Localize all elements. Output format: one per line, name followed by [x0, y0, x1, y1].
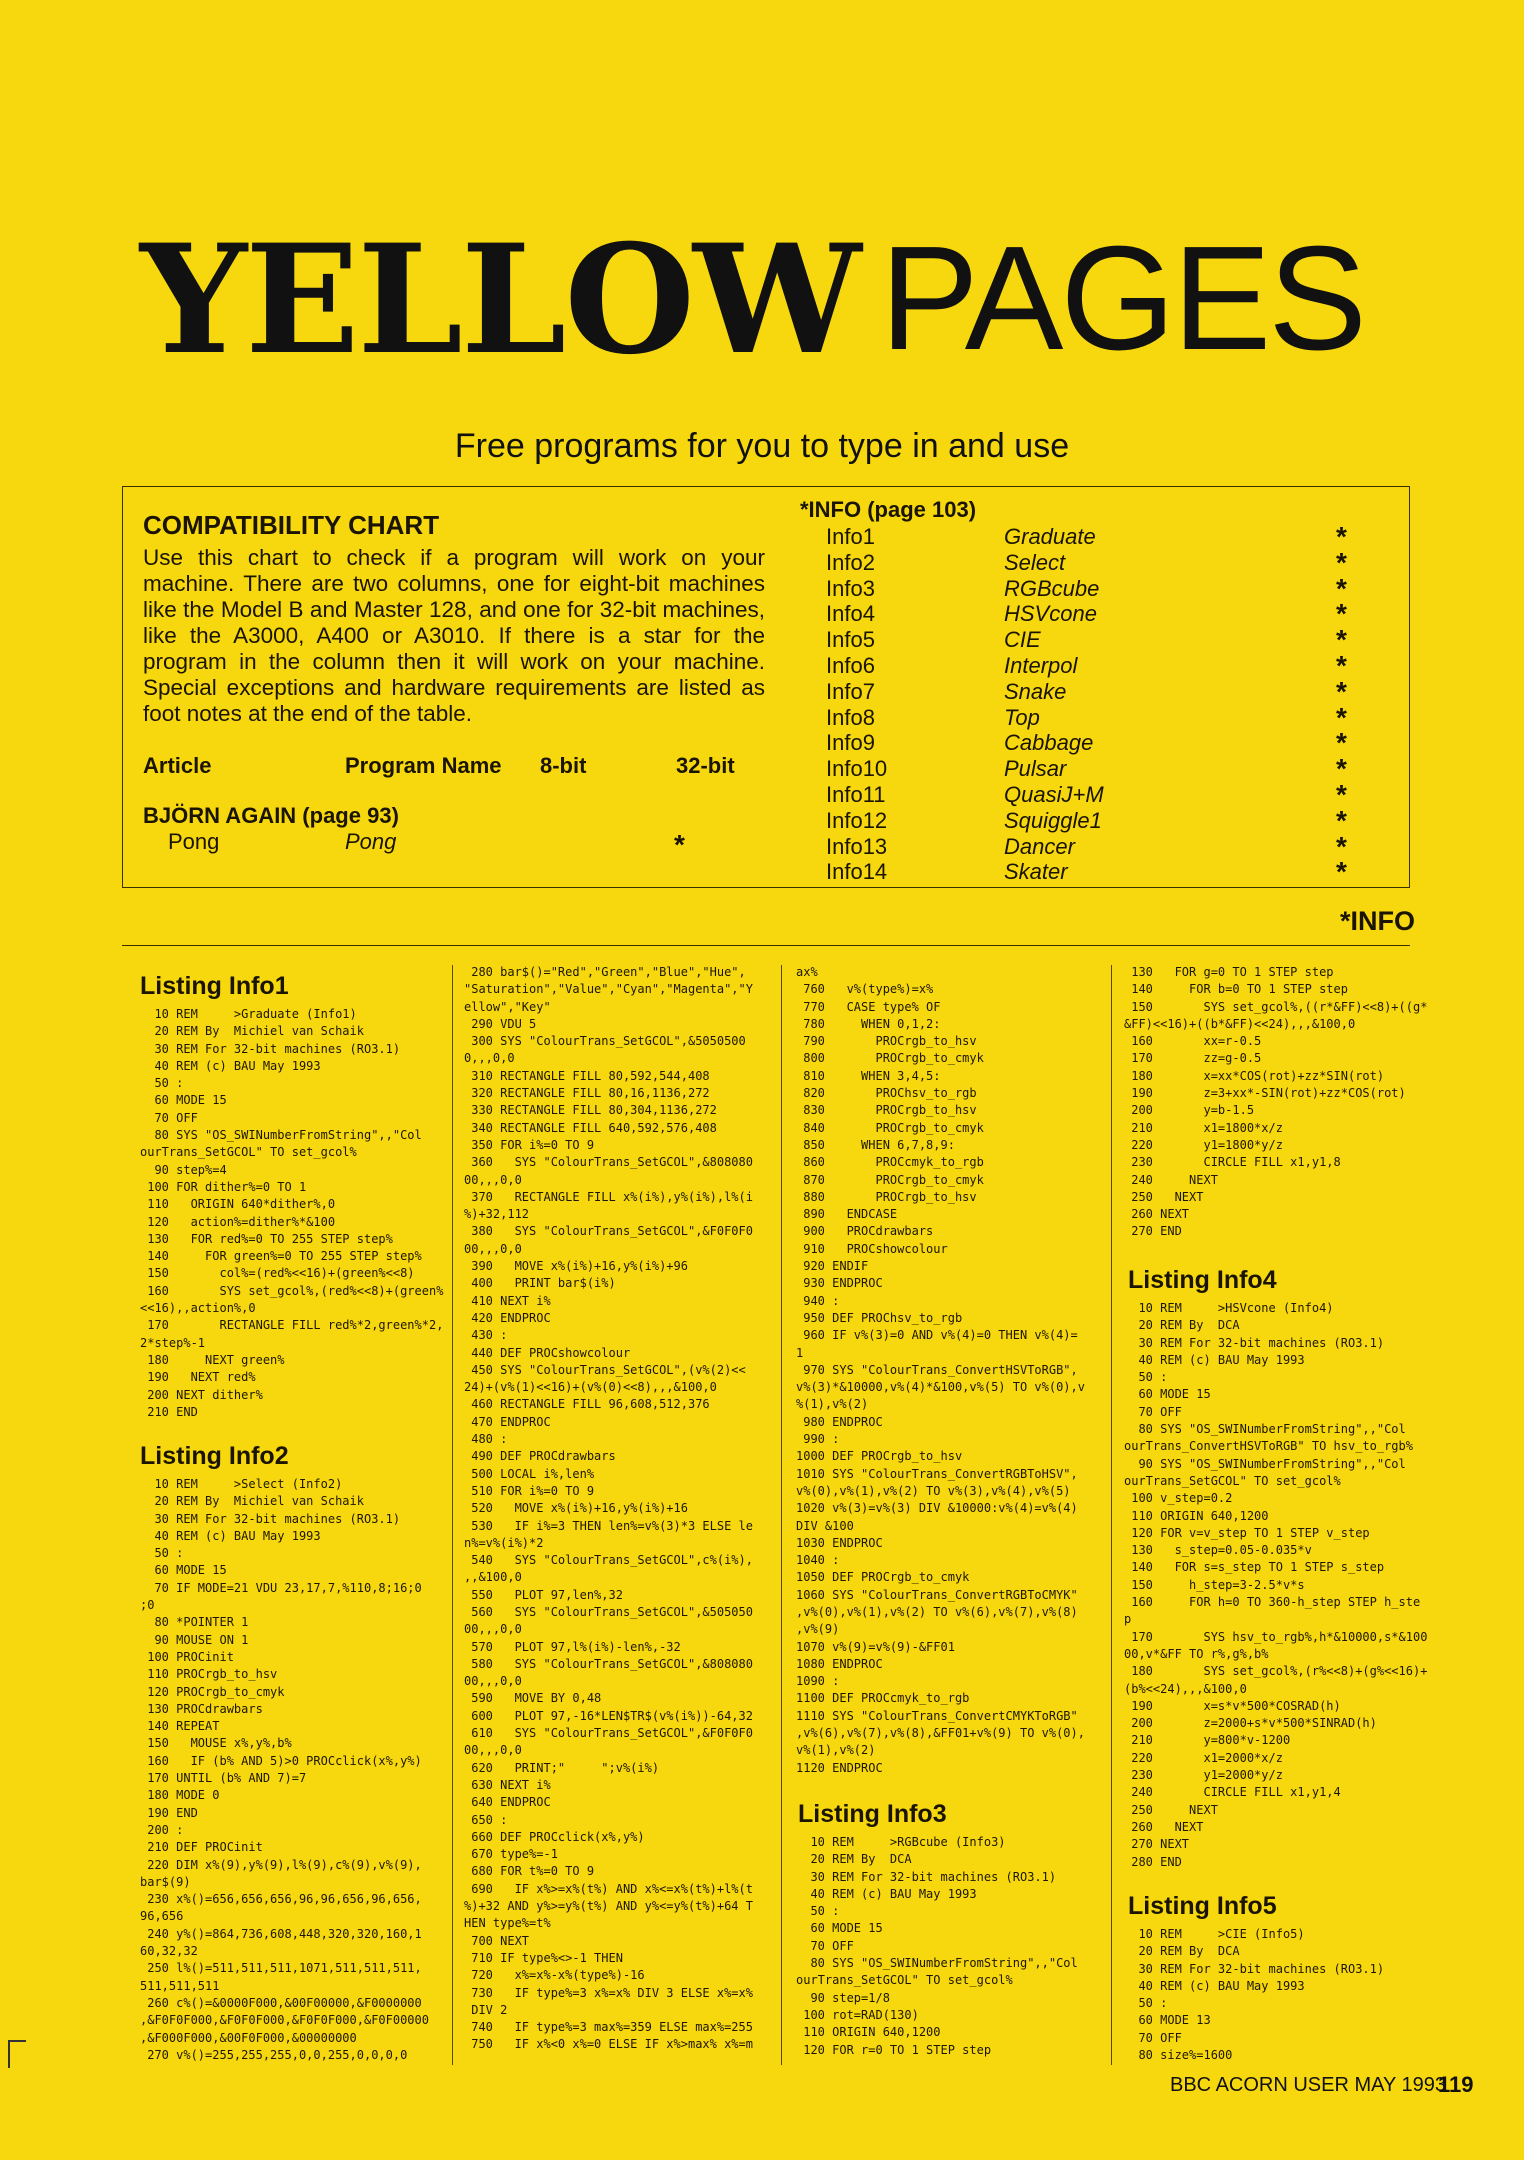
column-header-32bit: 32-bit	[676, 753, 735, 778]
listing-info3-code: 10 REM >RGBcube (Info3) 20 REM By DCA 30 REM For 32-bit machines (RO3.1) 40 REM (c) BAU May 1993 50 : 60 MODE 15 70 OFF 80 SYS "OS_SWINumberFromString",,"Col ourTrans_SetGCOL" TO set_gcol% 90 step=1/8 100 rot=RAD(130) 110 ORIGIN 640,1200 120 FOR r=0 TO 1 STEP step	[796, 1835, 1078, 2057]
info-program-name: Skater	[1004, 859, 1068, 885]
info-program-name: QuasiJ+M	[1004, 782, 1104, 807]
info-article: Info10	[826, 756, 888, 782]
column-header-8bit: 8-bit	[540, 753, 587, 778]
info-program-name: CIE	[1004, 627, 1041, 653]
listing-info5-title: Listing Info5	[1128, 1892, 1277, 1920]
info-article: Info3	[826, 575, 875, 601]
listing-info3-code-continued: 130 FOR g=0 TO 1 STEP step 140 FOR b=0 TO 1 STEP step 150 SYS set_gcol%,((r*&FF)<<8)+((g* &FF)<<16)+((b*&FF)<<24),,,&100,0 160 xx=r-0.5 170 zz=g-0.5 180 x=xx*COS(rot)+zz*SIN(rot) 190 z=3+xx*-SIN(rot)+zz*COS(rot) 200 y=b-1.5 210 x1=1800*x/z 220 y1=1800*y/z 230 CIRCLE FILL x1,y1,8 240 NEXT 250 NEXT 260 NEXT 270 END	[1124, 965, 1428, 1239]
info-program-name: Graduate	[1004, 524, 1096, 549]
info-program-name: HSVcone	[1004, 601, 1097, 627]
info-32bit-star: *	[1336, 779, 1347, 810]
info-article: Info7	[826, 678, 875, 704]
info-program-name: Select	[1004, 549, 1066, 575]
listing-info1-title: Listing Info1	[140, 972, 289, 1000]
info-article: Info11	[826, 782, 886, 807]
info-32bit-star: *	[1336, 521, 1347, 552]
chart-heading: COMPATIBILITY CHART	[143, 510, 440, 540]
info-32bit-star: *	[1336, 701, 1347, 733]
listing-info5-code: 10 REM >CIE (Info5) 20 REM By DCA 30 REM For 32-bit machines (RO3.1) 40 REM (c) BAU May 1993 50 : 60 MODE 13 70 OFF 80 size%=1600	[1138, 1927, 1385, 2063]
divider-rule	[122, 945, 1410, 946]
info-program-name: Interpol	[1004, 653, 1078, 678]
info-article: Info9	[826, 730, 875, 756]
info-32bit-star: *	[1336, 572, 1347, 604]
info-article: Info8	[826, 704, 875, 730]
info-32bit-star: *	[1336, 804, 1347, 836]
info-32bit-star: *	[1336, 598, 1347, 630]
pong-program-name: Pong	[345, 829, 397, 854]
page-corner-mark	[8, 2040, 26, 2068]
info-article: Info14	[826, 859, 888, 885]
bjorn-again-heading: BJÖRN AGAIN (page 93)	[143, 803, 399, 828]
column-divider	[452, 965, 453, 2065]
info-32bit-star: *	[1336, 753, 1347, 785]
info-32bit-star: *	[1336, 546, 1347, 578]
info-section-label: *INFO	[1340, 906, 1416, 936]
info-32bit-star: *	[1336, 830, 1347, 862]
column-divider	[781, 965, 782, 2065]
info-article: Info5	[826, 627, 875, 653]
info-article: Info12	[826, 807, 888, 833]
info-article: Info4	[826, 601, 875, 627]
info-article: Info6	[826, 653, 875, 678]
page-subtitle: Free programs for you to type in and use	[454, 427, 1070, 465]
info-32bit-star: *	[1336, 675, 1347, 707]
listing-info2-title: Listing Info2	[140, 1442, 289, 1470]
listing-info3-title: Listing Info3	[798, 1800, 947, 1828]
page-number: 119	[1438, 2072, 1474, 2097]
info-program-name: Snake	[1004, 678, 1067, 704]
info-program-name: Dancer	[1004, 833, 1075, 859]
info-program-name: Top	[1004, 704, 1040, 730]
column-header-article: Article	[143, 753, 212, 778]
column-header-program-name: Program Name	[345, 753, 502, 778]
listing-info2-code: 10 REM >Select (Info2) 20 REM By Michiel van Schaik 30 REM For 32-bit machines (RO3.1) 40 REM (c) BAU May 1993 50 : 60 MODE 15 70 IF MODE=21 VDU 23,17,7,%110,8;16;0 ;0 80 *POINTER 1 90 MOUSE ON 1 100 PROCinit 110 PROCrgb_to_hsv 120 PROCrgb_to_cmyk 130 PROCdrawbars 140 REPEAT 150 MOUSE x%,y%,b% 160 IF (b% AND 5)>0 PROCclick(x%,y%) 170 UNTIL (b% AND 7)=7 180 MODE 0 190 END 200 : 210 DEF PROCinit 220 DIM x%(9),y%(9),l%(9),c%(9),v%(9), bar$(9) 230 x%()=656,656,656,96,96,656,96,656, 96,656 240 y%()=864,736,608,448,320,320,160,1 60,32,32 250 l%()=511,511,511,1071,511,511,511, 511,511,511 260 c%()=&0000F000,&00F00000,&F0000000 ,&F0F0F000,&F0F0F000,&F0F0F000,&F0F00000 ,&F000F000,&00F0F000,&00000000 270 v%()=255,255,255,0,0,255,0,0,0,0	[140, 1477, 429, 2062]
info-program-name: Squiggle1	[1004, 807, 1102, 833]
info-program-name: Pulsar	[1004, 756, 1067, 782]
info-article: Info2	[826, 549, 875, 575]
info-article: Info13	[826, 833, 888, 859]
listing-info1-code: 10 REM >Graduate (Info1) 20 REM By Michiel van Schaik 30 REM For 32-bit machines (RO3.1) 40 REM (c) BAU May 1993 50 : 60 MODE 15 70 OFF 80 SYS "OS_SWINumberFromString",,"Col ourTrans_SetGCOL" TO set_gcol% 90 step%=4 100 FOR dither%=0 TO 1 110 ORIGIN 640*dither%,0 120 action%=dither%*&100 130 FOR red%=0 TO 255 STEP step% 140 FOR green%=0 TO 255 STEP step% 150 col%=(red%<<16)+(green%<<8) 160 SYS set_gcol%,(red%<<8)+(green% <<16),,action%,0 170 RECTANGLE FILL red%*2,green%*2, 2*step%-1 180 NEXT green% 190 NEXT red% 200 NEXT dither% 210 END	[140, 1007, 444, 1419]
info-program-name: Cabbage	[1004, 730, 1094, 756]
magazine-footer: BBC ACORN USER MAY 1993	[1170, 2074, 1447, 2096]
info-32bit-star: *	[1336, 624, 1347, 656]
info-section-heading: *INFO (page 103)	[800, 497, 977, 522]
page-title-light: PAGES	[880, 216, 1364, 381]
listing-info4-code: 10 REM >HSVcone (Info4) 20 REM By DCA 30 REM For 32-bit machines (RO3.1) 40 REM (c) BAU May 1993 50 : 60 MODE 15 70 OFF 80 SYS "OS_SWINumberFromString",,"Col ourTrans_ConvertHSVToRGB" TO hsv_to_rgb% 90 SYS "OS_SWINumberFromString",,"Col ourTrans_SetGCOL" TO set_gcol% 100 v_step=0.2 110 ORIGIN 640,1200 120 FOR v=v_step TO 1 STEP v_step 130 s_step=0.05-0.035*v 140 FOR s=s_step TO 1 STEP s_step 150 h_step=3-2.5*v*s 160 FOR h=0 TO 360-h_step STEP h_ste p 170 SYS hsv_to_rgb%,h*&10000,s*&100 00,v*&FF TO r%,g%,b% 180 SYS set_gcol%,(r%<<8)+(g%<<16)+ (b%<<24),,,&100,0 190 x=s*v*500*COSRAD(h) 200 z=2000+s*v*500*SINRAD(h) 210 y=800*v-1200 220 x1=2000*x/z 230 y1=2000*y/z 240 CIRCLE FILL x1,y1,4 250 NEXT 260 NEXT 270 NEXT 280 END	[1124, 1301, 1428, 1869]
listing-info2-code-end: ax% 760 v%(type%)=x% 770 CASE type% OF 780 WHEN 0,1,2: 790 PROCrgb_to_hsv 800 PROCrgb_to_cmyk 810 WHEN 3,4,5: 820 PROChsv_to_rgb 830 PROCrgb_to_hsv 840 PROCrgb_to_cmyk 850 WHEN 6,7,8,9: 860 PROCcmyk_to_rgb 870 PROCrgb_to_cmyk 880 PROCrgb_to_hsv 890 ENDCASE 900 PROCdrawbars 910 PROCshowcolour 920 ENDIF 930 ENDPROC 940 : 950 DEF PROChsv_to_rgb 960 IF v%(3)=0 AND v%(4)=0 THEN v%(4)= 1 970 SYS "ColourTrans_ConvertHSVToRGB", v%(3)*&10000,v%(4)*&100,v%(5) TO v%(0),v %(1),v%(2) 980 ENDPROC 990 : 1000 DEF PROCrgb_to_hsv 1010 SYS "ColourTrans_ConvertRGBToHSV", v%(0),v%(1),v%(2) TO v%(3),v%(4),v%(5) 1020 v%(3)=v%(3) DIV &10000:v%(4)=v%(4) DIV &100 1030 ENDPROC 1040 : 1050 DEF PROCrgb_to_cmyk 1060 SYS "ColourTrans_ConvertRGBToCMYK" ,v%(0),v%(1),v%(2) TO v%(6),v%(7),v%(8) ,v%(9) 1070 v%(9)=v%(9)-&FF01 1080 ENDPROC 1090 : 1100 DEF PROCcmyk_to_rgb 1110 SYS "ColourTrans_ConvertCMYKToRGB" ,v%(6),v%(7),v%(8),&FF01+v%(9) TO v%(0), v%(1),v%(2) 1120 ENDPROC	[796, 965, 1085, 1775]
info-32bit-star: *	[1336, 856, 1347, 888]
chart-description: Use this chart to check if a program will work on your machine. There are two columns, one for eight-bit machines like the Model B and Master 128, and one for 32-bit machines, like the A3000, A400 or A3010. If there is a star for the program in the column then it will work on your machine. Special exceptions and hardware requirements are listed as foot notes at the end of the table.	[143, 545, 765, 726]
page-title-bold: YELLOW	[140, 212, 860, 388]
pong-article: Pong	[168, 829, 220, 854]
listing-info4-title: Listing Info4	[1128, 1266, 1277, 1294]
column-divider	[1111, 965, 1112, 2065]
info-article: Info1	[826, 524, 875, 549]
info-program-name: RGBcube	[1004, 575, 1100, 601]
info-32bit-star: *	[1336, 727, 1347, 759]
info-32bit-star: *	[1336, 650, 1347, 681]
pong-32bit-star: *	[674, 829, 685, 860]
listing-info2-code-continued: 280 bar$()="Red","Green","Blue","Hue", "Saturation","Value","Cyan","Magenta","Y ellow","Key" 290 VDU 5 300 SYS "ColourTrans_SetGCOL",&5050500 0,,,0,0 310 RECTANGLE FILL 80,592,544,408 320 RECTANGLE FILL 80,16,1136,272 330 RECTANGLE FILL 80,304,1136,272 340 RECTANGLE FILL 640,592,576,408 350 FOR i%=0 TO 9 360 SYS "ColourTrans_SetGCOL",&808080 00,,,0,0 370 RECTANGLE FILL x%(i%),y%(i%),l%(i %)+32,112 380 SYS "ColourTrans_SetGCOL",&F0F0F0 00,,,0,0 390 MOVE x%(i%)+16,y%(i%)+96 400 PRINT bar$(i%) 410 NEXT i% 420 ENDPROC 430 : 440 DEF PROCshowcolour 450 SYS "ColourTrans_SetGCOL",(v%(2)<< 24)+(v%(1)<<16)+(v%(0)<<8),,,&100,0 460 RECTANGLE FILL 96,608,512,376 470 ENDPROC 480 : 490 DEF PROCdrawbars 500 LOCAL i%,len% 510 FOR i%=0 TO 9 520 MOVE x%(i%)+16,y%(i%)+16 530 IF i%=3 THEN len%=v%(3)*3 ELSE le n%=v%(i%)*2 540 SYS "ColourTrans_SetGCOL",c%(i%), ,,&100,0 550 PLOT 97,len%,32 560 SYS "ColourTrans_SetGCOL",&505050 00,,,0,0 570 PLOT 97,l%(i%)-len%,-32 580 SYS "ColourTrans_SetGCOL",&808080 00,,,0,0 590 MOVE BY 0,48 600 PLOT 97,-16*LEN$TR$(v%(i%))-64,32 610 SYS "ColourTrans_SetGCOL",&F0F0F0 00,,,0,0 620 PRINT;" ";v%(i%) 630 NEXT i% 640 ENDPROC 650 : 660 DEF PROCclick(x%,y%) 670 type%=-1 680 FOR t%=0 TO 9 690 IF x%>=x%(t%) AND x%<=x%(t%)+l%(t %)+32 AND y%>=y%(t%) AND y%<=y%(t%)+64 T HEN type%=t% 700 NEXT 710 IF type%<>-1 THEN 720 x%=x%-x%(type%)-16 730 IF type%=3 x%=x% DIV 3 ELSE x%=x% DIV 2 740 IF type%=3 max%=359 ELSE max%=255 750 IF x%<0 x%=0 ELSE IF x%>max% x%=m	[464, 965, 753, 2052]
